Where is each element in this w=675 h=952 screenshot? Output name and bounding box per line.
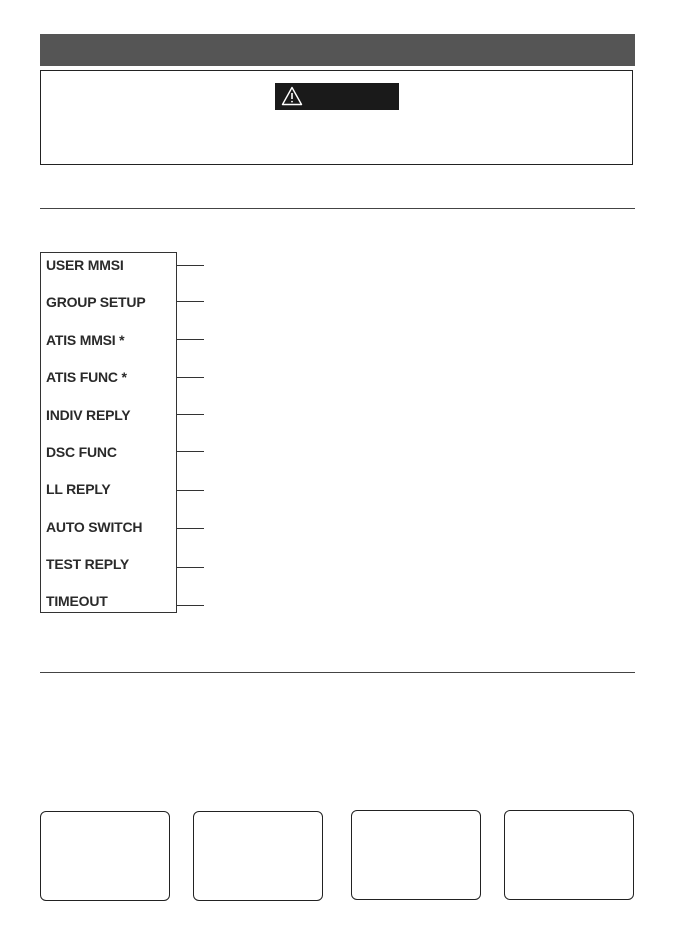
- menu-item-user-mmsi[interactable]: USER MMSI: [46, 257, 124, 273]
- warning-triangle-icon: [281, 86, 303, 106]
- menu-item-timeout[interactable]: TIMEOUT: [46, 593, 108, 609]
- menu-item-atis-func[interactable]: ATIS FUNC *: [46, 369, 127, 385]
- section-header-bar: [40, 34, 635, 66]
- menu-item-test-reply[interactable]: TEST REPLY: [46, 556, 130, 572]
- leader-line: [177, 265, 204, 266]
- leader-line: [177, 339, 204, 340]
- lcd-screen-2: [193, 811, 323, 901]
- divider-top: [40, 208, 635, 209]
- lcd-screen-1: [40, 811, 170, 901]
- lcd-screen-4: [504, 810, 634, 900]
- menu-item-indiv-reply[interactable]: INDIV REPLY: [46, 407, 131, 423]
- leader-line: [177, 377, 204, 378]
- divider-bottom: [40, 672, 635, 673]
- menu-item-auto-switch[interactable]: AUTO SWITCH: [46, 519, 143, 535]
- leader-line: [177, 451, 204, 452]
- warning-label: [275, 83, 399, 110]
- menu-item-group-setup[interactable]: GROUP SETUP: [46, 294, 146, 310]
- menu-item-ll-reply[interactable]: LL REPLY: [46, 481, 111, 497]
- menu-item-dsc-func[interactable]: DSC FUNC: [46, 444, 117, 460]
- leader-line: [177, 528, 204, 529]
- lcd-screen-3: [351, 810, 481, 900]
- leader-line: [177, 490, 204, 491]
- menu-item-atis-mmsi[interactable]: ATIS MMSI *: [46, 332, 125, 348]
- leader-line: [177, 414, 204, 415]
- leader-line: [177, 605, 204, 606]
- leader-line: [177, 301, 204, 302]
- leader-line: [177, 567, 204, 568]
